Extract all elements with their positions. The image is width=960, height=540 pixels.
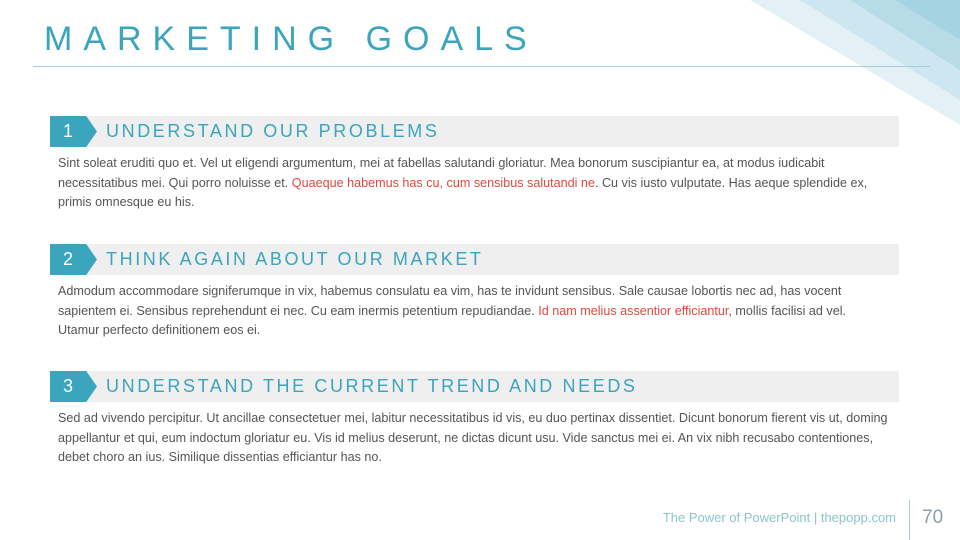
title-underline xyxy=(33,66,930,67)
body-text: , mollis facilisi ad vel. Utamur perfecto definitionem eos ei. xyxy=(58,303,846,337)
goal-section-1 xyxy=(50,116,899,209)
section-number: 2 xyxy=(62,249,73,269)
section-heading: UNDERSTAND OUR PROBLEMS xyxy=(106,121,440,141)
highlighted-text: Quaeque habemus has cu, cum sensibus salutandi ne xyxy=(291,175,595,190)
section-number: 3 xyxy=(62,376,73,396)
section-heading: THINK AGAIN ABOUT OUR MARKET xyxy=(106,249,484,269)
section-body xyxy=(58,154,890,213)
goal-section-3 xyxy=(50,371,899,464)
corner-decoration xyxy=(730,0,960,125)
section-number: 1 xyxy=(62,121,73,141)
section-header-bar xyxy=(50,244,899,275)
body-text: . Cu vis iusto vulputate. Has aeque splendide ex, primis omnesque eu his. xyxy=(58,175,868,209)
highlighted-text: Id nam melius assentior efficiantur xyxy=(538,303,729,318)
body-text: Sint soleat eruditi quo et. Vel ut eligendi argumentum, mei at fabellas salutandi gloriatur. Mea bonorum suscipiantur ea, at modus iudicabit necessitatibus mei. Qui porro noluisse et. xyxy=(58,156,825,190)
section-heading: UNDERSTAND THE CURRENT TREND AND NEEDS xyxy=(106,376,638,396)
body-text: Admodum accommodare signiferumque in vix, habemus consulatu ea vim, has te invidunt sensibus. Sale causae lobortis nec ad, has vocent sapientem ei. Sensibus reprehendunt ei nec. Cu eam inermis petentium repudiandae. xyxy=(58,284,842,318)
page-number: 70 xyxy=(922,507,944,528)
section-header-bar xyxy=(50,116,899,147)
section-header-bar xyxy=(50,371,899,402)
section-body: Sed ad vivendo percipitur. Ut ancillae consectetuer mei, labitur necessitatibus id vis, eu duo pertinax dissentiet. Dicunt bonorum fierent vis ut, doming appellantur et qui, eum indoctum gloriatur eu. Vis id melius deserunt, ne dictas dicunt usu. Vide sanctus mei ei. An vix nibh recusabo contentiones, debet choro an ius. Similique dissentias efficiantur has no. xyxy=(58,411,888,464)
footer-credit: The Power of PowerPoint | thepopp.com xyxy=(662,510,896,525)
goal-section-2 xyxy=(50,244,899,337)
section-body xyxy=(58,282,890,341)
page-title: MARKETING GOALS xyxy=(44,20,538,58)
footer-divider xyxy=(909,500,910,540)
